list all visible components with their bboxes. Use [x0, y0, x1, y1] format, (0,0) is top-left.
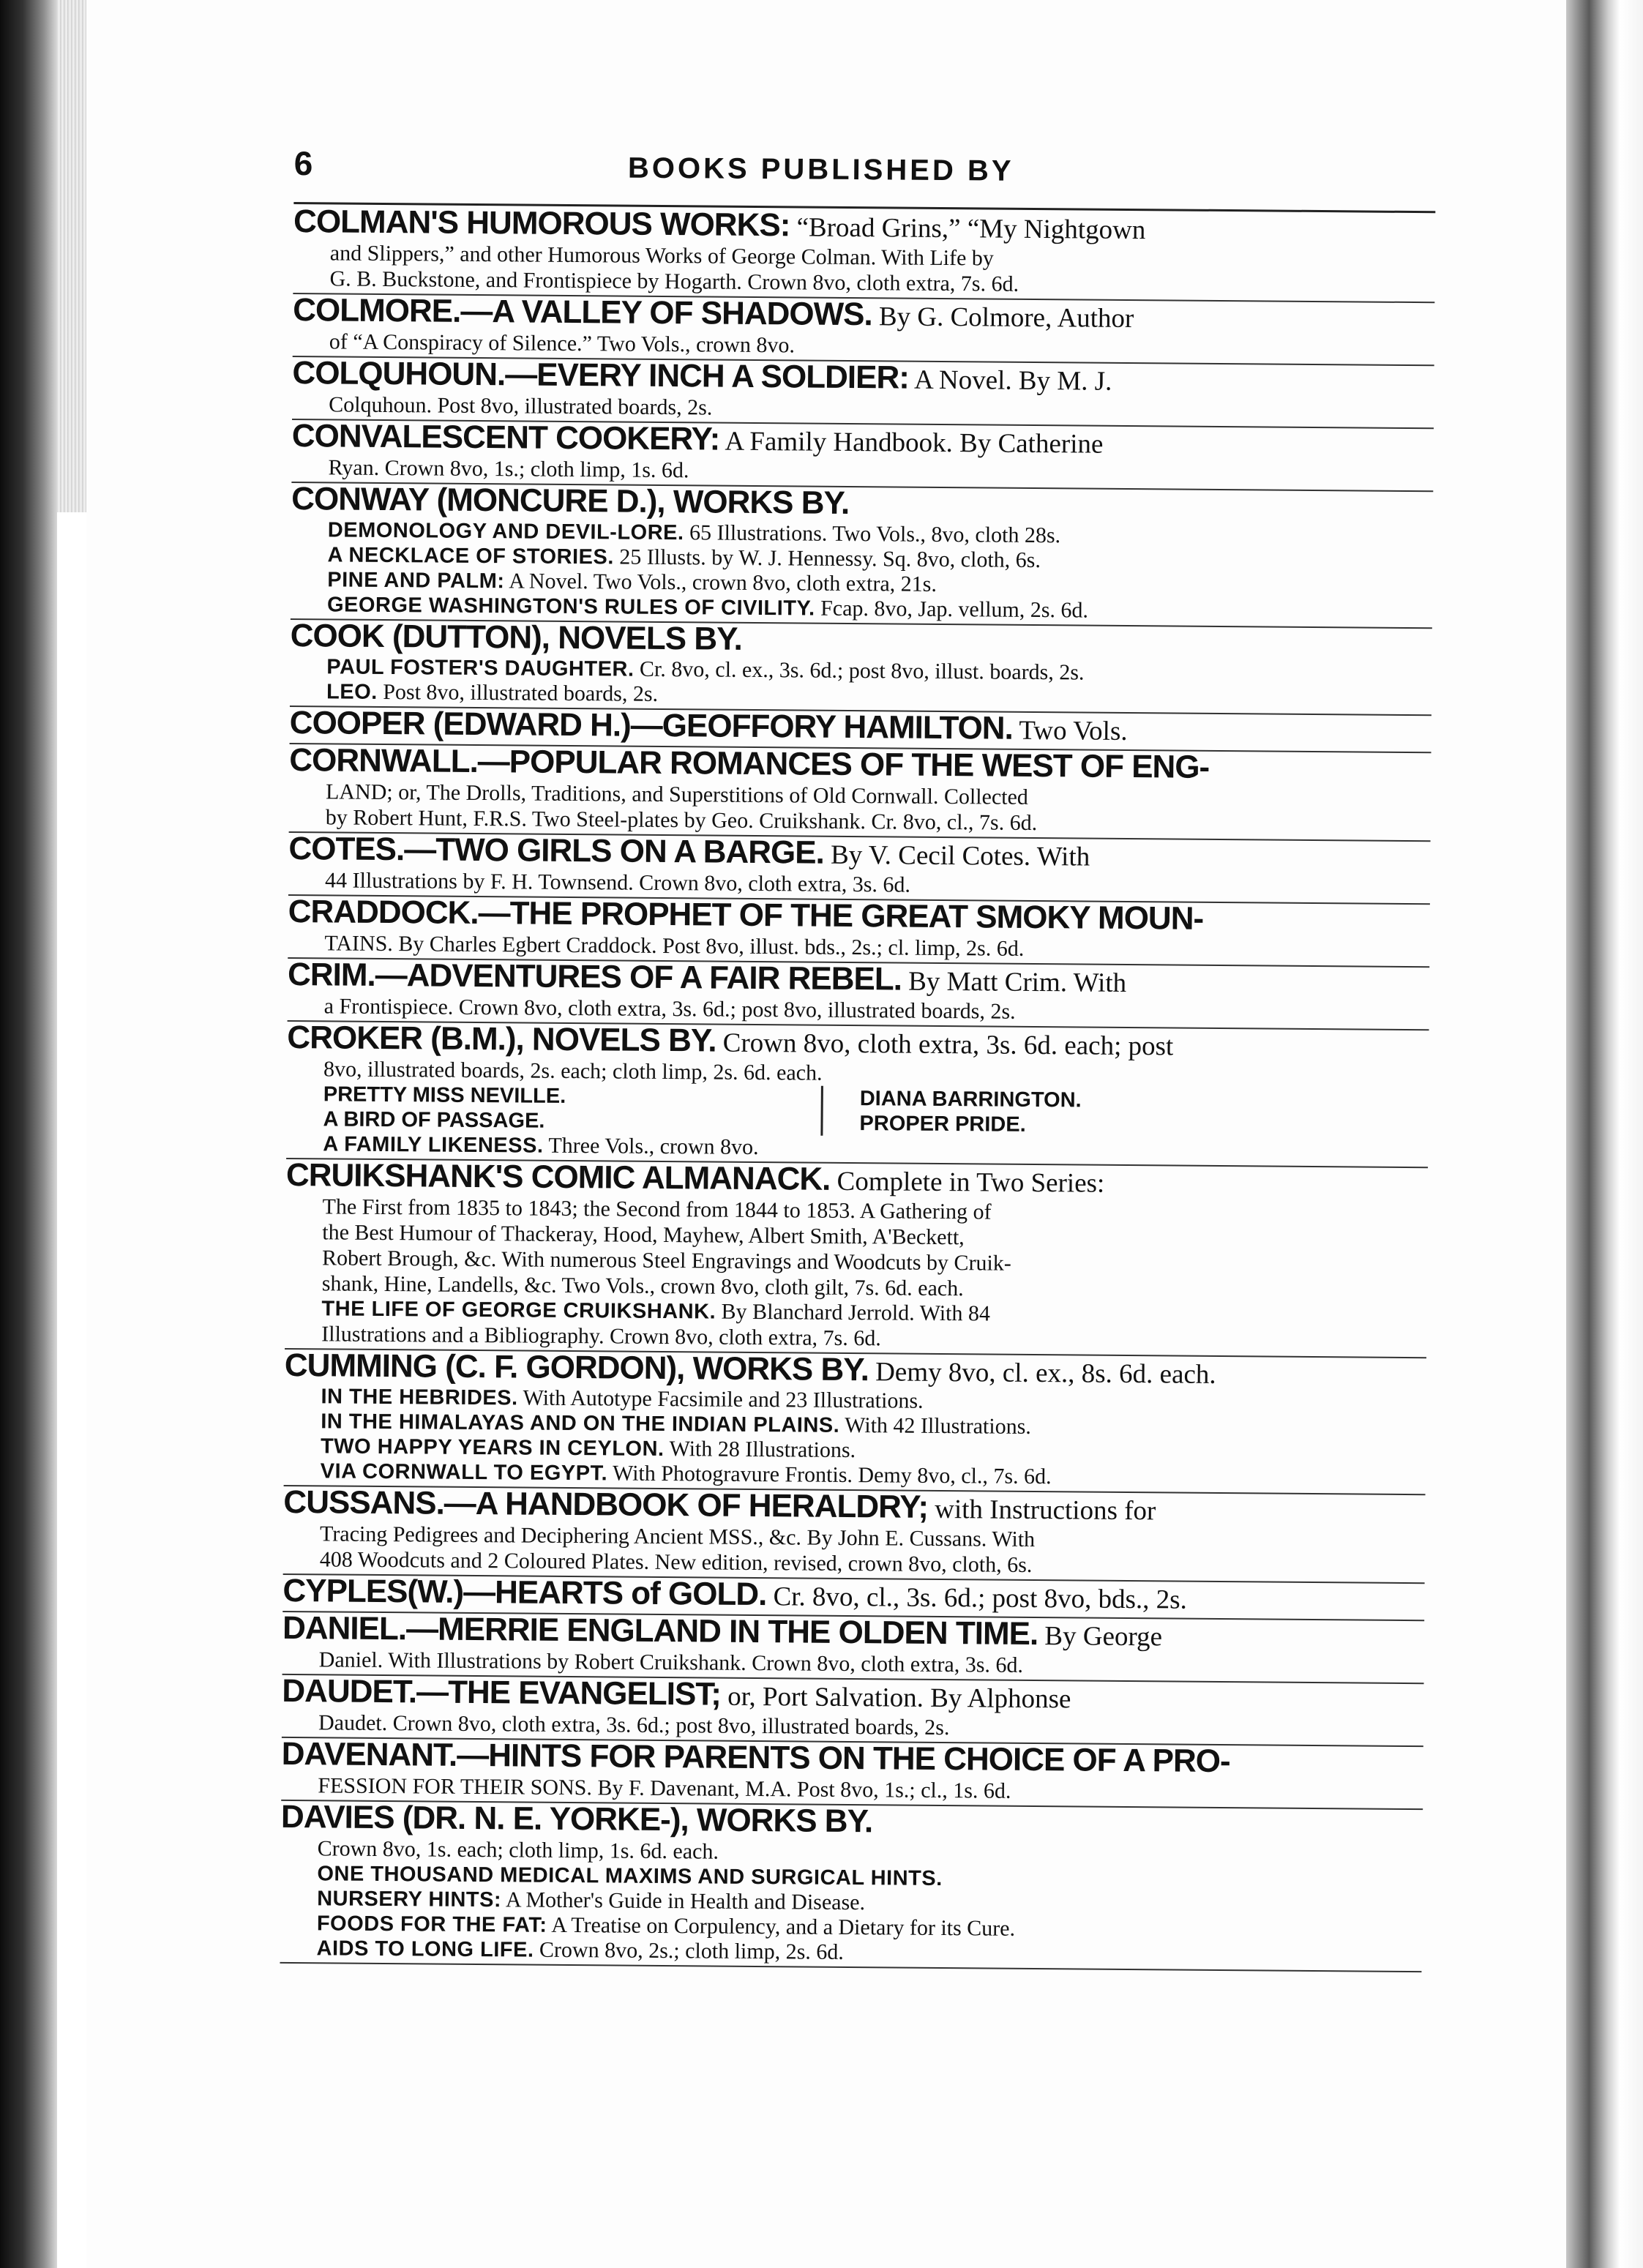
entry-headword: DAVIES (DR. N. E. YORKE-), WORKS BY.	[280, 1798, 873, 1840]
sub-details: Fcap. 8vo, Jap. vellum, 2s. 6d.	[815, 596, 1089, 623]
catalogue-entry	[290, 617, 1432, 716]
sub-details: Three Vols., crown 8vo.	[543, 1133, 759, 1160]
entry-heading-rest: A Family Handbook. By Catherine	[719, 426, 1104, 460]
sub-title: AIDS TO LONG LIFE.	[316, 1936, 534, 1962]
entry-line: Daniel. With Illustrations by Robert Cruikshank. Crown 8vo, cloth extra, 3s. 6d.	[318, 1647, 1024, 1677]
sub-details: Crown 8vo, 2s.; cloth limp, 2s. 6d.	[534, 1937, 844, 1964]
entry-headword: CONWAY (MONCURE D.), WORKS BY.	[291, 480, 850, 521]
sub-title: A FAMILY LIKENESS.	[323, 1132, 544, 1158]
catalogue-entry	[293, 203, 1435, 303]
entry-headword: COOK (DUTTON), NOVELS BY.	[290, 617, 743, 657]
entry-line: The First from 1835 to 1843; the Second from 1844 to 1853. A Gathering of	[322, 1194, 992, 1224]
entry-line: Crown 8vo, 1s. each; cloth limp, 1s. 6d. each.	[317, 1836, 719, 1864]
entry-heading-rest: Crown 8vo, cloth extra, 3s. 6d. each; post	[716, 1028, 1174, 1062]
entry-heading-rest: Complete in Two Series:	[830, 1166, 1105, 1199]
sub-title: GEORGE WASHINGTON'S RULES OF CIVILITY.	[326, 593, 815, 621]
entry-headword: COLQUHOUN.—EVERY INCH A SOLDIER:	[292, 354, 910, 396]
entry-headword: CYPLES(W.)—HEARTS of GOLD.	[282, 1572, 767, 1613]
sub-details: With 28 Illustrations.	[664, 1437, 856, 1463]
entry-headword: COLMAN'S HUMOROUS WORKS:	[293, 203, 790, 244]
entry-heading-rest: Cr. 8vo, cl., 3s. 6d.; post 8vo, bds., 2s.	[766, 1582, 1188, 1615]
entry-line: the Best Humour of Thackeray, Hood, Mayhew, Albert Smith, A'Beckett,	[322, 1220, 965, 1250]
entry-heading-rest: “Broad Grins,” “My Nightgown	[790, 212, 1146, 246]
entry-line: Daudet. Crown 8vo, cloth extra, 3s. 6d.; post 8vo, illustrated boards, 2s.	[318, 1710, 950, 1740]
entry-line: FESSION FOR THEIR SONS. By F. Davenant, M.A. Post 8vo, 1s.; cl., 1s. 6d.	[318, 1773, 1011, 1803]
entry-headword: CORNWALL.—POPULAR ROMANCES OF THE WEST OF ENG-	[289, 741, 1210, 785]
entry-heading-rest: By Matt Crim. With	[901, 966, 1127, 998]
entry-heading-rest: Demy 8vo, cl. ex., 8s. 6d. each.	[868, 1357, 1216, 1390]
title-column-right	[820, 1086, 1081, 1138]
catalogue-entry	[293, 291, 1435, 366]
title-columns	[286, 1082, 1428, 1140]
entry-headword: COLMORE.—A VALLEY OF SHADOWS.	[293, 291, 872, 333]
catalogue-entries	[280, 203, 1435, 1972]
entry-headword: CUMMING (C. F. GORDON), WORKS BY.	[284, 1347, 869, 1388]
entry-line: shank, Hine, Landells, &c. Two Vols., crown 8vo, cloth gilt, 7s. 6d. each.	[321, 1271, 964, 1301]
entry-line: 44 Illustrations by F. H. Townsend. Crown 8vo, cloth extra, 3s. 6d.	[324, 868, 911, 897]
entry-line: of “A Conspiracy of Silence.” Two Vols., crown 8vo.	[329, 329, 796, 358]
title-column-left	[323, 1082, 821, 1135]
entry-line: G. B. Buckstone, and Frontispiece by Hogarth. Crown 8vo, cloth extra, 7s. 6d.	[329, 266, 1019, 296]
sub-title: A BIRD OF PASSAGE.	[323, 1107, 545, 1133]
entry-line: Illustrations and a Bibliography. Crown 8vo, cloth extra, 7s. 6d.	[321, 1322, 881, 1351]
entry-line: Tracing Pedigrees and Deciphering Ancient MSS., &c. By John E. Cussans. With	[319, 1522, 1036, 1552]
catalogue-entry	[291, 417, 1434, 492]
sub-details: A Treatise on Corpulency, and a Dietary for its Cure.	[547, 1912, 1016, 1941]
entry-line: Ryan. Crown 8vo, 1s.; cloth limp, 1s. 6d.	[328, 455, 689, 483]
entry-headword: CRUIKSHANK'S COMIC ALMANACK.	[285, 1156, 831, 1197]
entry-heading-rest: Two Vols.	[1012, 715, 1128, 746]
entry-heading-rest: By George	[1037, 1621, 1163, 1653]
page-header	[293, 143, 1436, 211]
catalogue-entry	[288, 830, 1431, 905]
sub-title: ONE THOUSAND MEDICAL MAXIMS AND SURGICAL HINTS.	[317, 1862, 943, 1891]
entry-headword: CROKER (B.M.), NOVELS BY.	[287, 1019, 716, 1059]
entry-heading-rest: with Instructions for	[927, 1494, 1156, 1527]
catalogue-entry	[284, 1347, 1426, 1495]
sub-title: PINE AND PALM:	[327, 568, 505, 594]
sub-title: NURSERY HINTS:	[317, 1887, 502, 1912]
catalogue-entry	[282, 1609, 1425, 1684]
entry-line: LAND; or, The Drolls, Traditions, and Superstitions of Old Cornwall. Collected	[325, 779, 1029, 809]
entry-headword: CRADDOCK.—THE PROPHET OF THE GREAT SMOKY MOUN-	[288, 893, 1204, 937]
entry-line: by Robert Hunt, F.R.S. Two Steel-plates by Geo. Cruikshank. Cr. 8vo, cl., 7s. 6d.	[325, 805, 1038, 836]
sub-details: With Autotype Facsimile and 23 Illustrations.	[517, 1385, 924, 1413]
sub-title: A NECKLACE OF STORIES.	[327, 543, 614, 569]
sub-details: 25 Illusts. by W. J. Hennessy. Sq. 8vo, cloth, 6s.	[613, 544, 1041, 573]
catalogue-entry	[289, 741, 1431, 842]
page-content	[280, 143, 1435, 1972]
sub-title: DIANA BARRINGTON.	[859, 1087, 1082, 1112]
entry-headword: CONVALESCENT COOKERY:	[291, 417, 720, 457]
sub-title: THE LIFE OF GEORGE CRUIKSHANK.	[321, 1297, 716, 1324]
entry-line: and Slippers,” and other Humorous Works of George Colman. With Life by	[329, 241, 994, 271]
catalogue-entry	[288, 893, 1430, 968]
sub-title: PRETTY MISS NEVILLE.	[323, 1082, 566, 1108]
catalogue-entry	[283, 1483, 1426, 1584]
entry-headword: DANIEL.—MERRIE ENGLAND IN THE OLDEN TIME.	[282, 1609, 1038, 1653]
entry-headword: COTES.—TWO GIRLS ON A BARGE.	[288, 830, 825, 871]
running-head: BOOKS PUBLISHED BY	[627, 151, 1014, 187]
entry-headword: CUSSANS.—A HANDBOOK OF HERALDRY;	[283, 1483, 929, 1525]
entry-headword: DAUDET.—THE EVANGELIST;	[282, 1672, 722, 1713]
catalogue-entry	[286, 1019, 1429, 1168]
sub-details: With 42 Illustrations.	[839, 1412, 1031, 1439]
entry-line: Colquhoun. Post 8vo, illustrated boards, 2s.	[329, 392, 713, 420]
catalogue-entry	[292, 354, 1434, 429]
book-right-edge	[1566, 0, 1643, 2268]
sub-title: DEMONOLOGY AND DEVIL-LORE.	[327, 518, 684, 545]
catalogue-entry	[281, 1735, 1423, 1810]
book-binding-shadow	[0, 0, 57, 2268]
entry-headword: DAVENANT.—HINTS FOR PARENTS ON THE CHOICE OF A PRO-	[281, 1735, 1230, 1780]
sub-details: Cr. 8vo, cl. ex., 3s. 6d.; post 8vo, illust. boards, 2s.	[634, 656, 1085, 685]
catalogue-entry	[291, 480, 1433, 629]
sub-title: IN THE HEBRIDES.	[321, 1385, 518, 1410]
sub-title: IN THE HIMALAYAS AND ON THE INDIAN PLAINS.	[321, 1410, 840, 1437]
sub-title: LEO.	[326, 680, 378, 704]
sub-details: With Photogravure Frontis. Demy 8vo, cl., 7s. 6d.	[607, 1461, 1052, 1489]
sub-title: PROPER PRIDE.	[859, 1112, 1026, 1137]
sub-details: 65 Illustrations. Two Vols., 8vo, cloth 28s.	[684, 520, 1061, 548]
entry-heading-rest: By G. Colmore, Author	[872, 302, 1134, 334]
entry-headword: COOPER (EDWARD H.)—GEOFFORY HAMILTON.	[289, 704, 1013, 746]
entry-heading-rest: A Novel. By M. J.	[908, 364, 1112, 397]
sub-title: FOODS FOR THE FAT:	[316, 1912, 547, 1937]
entry-line: 8vo, illustrated boards, 2s. each; cloth limp, 2s. 6d. each.	[323, 1057, 823, 1085]
sub-details: Post 8vo, illustrated boards, 2s.	[377, 679, 659, 706]
entry-heading-rest: or, Port Salvation. By Alphonse	[720, 1681, 1071, 1715]
sub-details: A Mother's Guide in Health and Disease.	[501, 1887, 866, 1915]
entry-line: 408 Woodcuts and 2 Coloured Plates. New edition, revised, crown 8vo, cloth, 6s.	[319, 1547, 1033, 1577]
entry-headword: CRIM.—ADVENTURES OF A FAIR REBEL.	[287, 956, 902, 998]
catalogue-entry	[282, 1672, 1424, 1747]
sub-details: A Novel. Two Vols., crown 8vo, cloth extra, 21s.	[504, 569, 937, 596]
sub-details: By Blanchard Jerrold. With 84	[715, 1299, 991, 1326]
entry-line: a Frontispiece. Crown 8vo, cloth extra, 3s. 6d.; post 8vo, illustrated boards, 2s.	[323, 994, 1016, 1024]
entry-line: Robert Brough, &c. With numerous Steel Engravings and Woodcuts by Cruik-	[321, 1246, 1011, 1276]
catalogue-entry	[287, 956, 1430, 1030]
sub-title: PAUL FOSTER'S DAUGHTER.	[326, 655, 635, 681]
catalogue-entry	[285, 1156, 1428, 1358]
page-edges	[57, 0, 86, 512]
entry-heading-rest: By V. Cecil Cotes. With	[823, 839, 1090, 872]
sub-title: VIA CORNWALL TO EGYPT.	[320, 1459, 608, 1486]
entry-line: TAINS. By Charles Egbert Craddock. Post 8vo, illust. bds., 2s.; cl. limp, 2s. 6d.	[324, 931, 1025, 961]
sub-title: TWO HAPPY YEARS IN CEYLON.	[320, 1434, 665, 1462]
page-number: 6	[293, 143, 313, 183]
catalogue-entry	[280, 1798, 1423, 1972]
